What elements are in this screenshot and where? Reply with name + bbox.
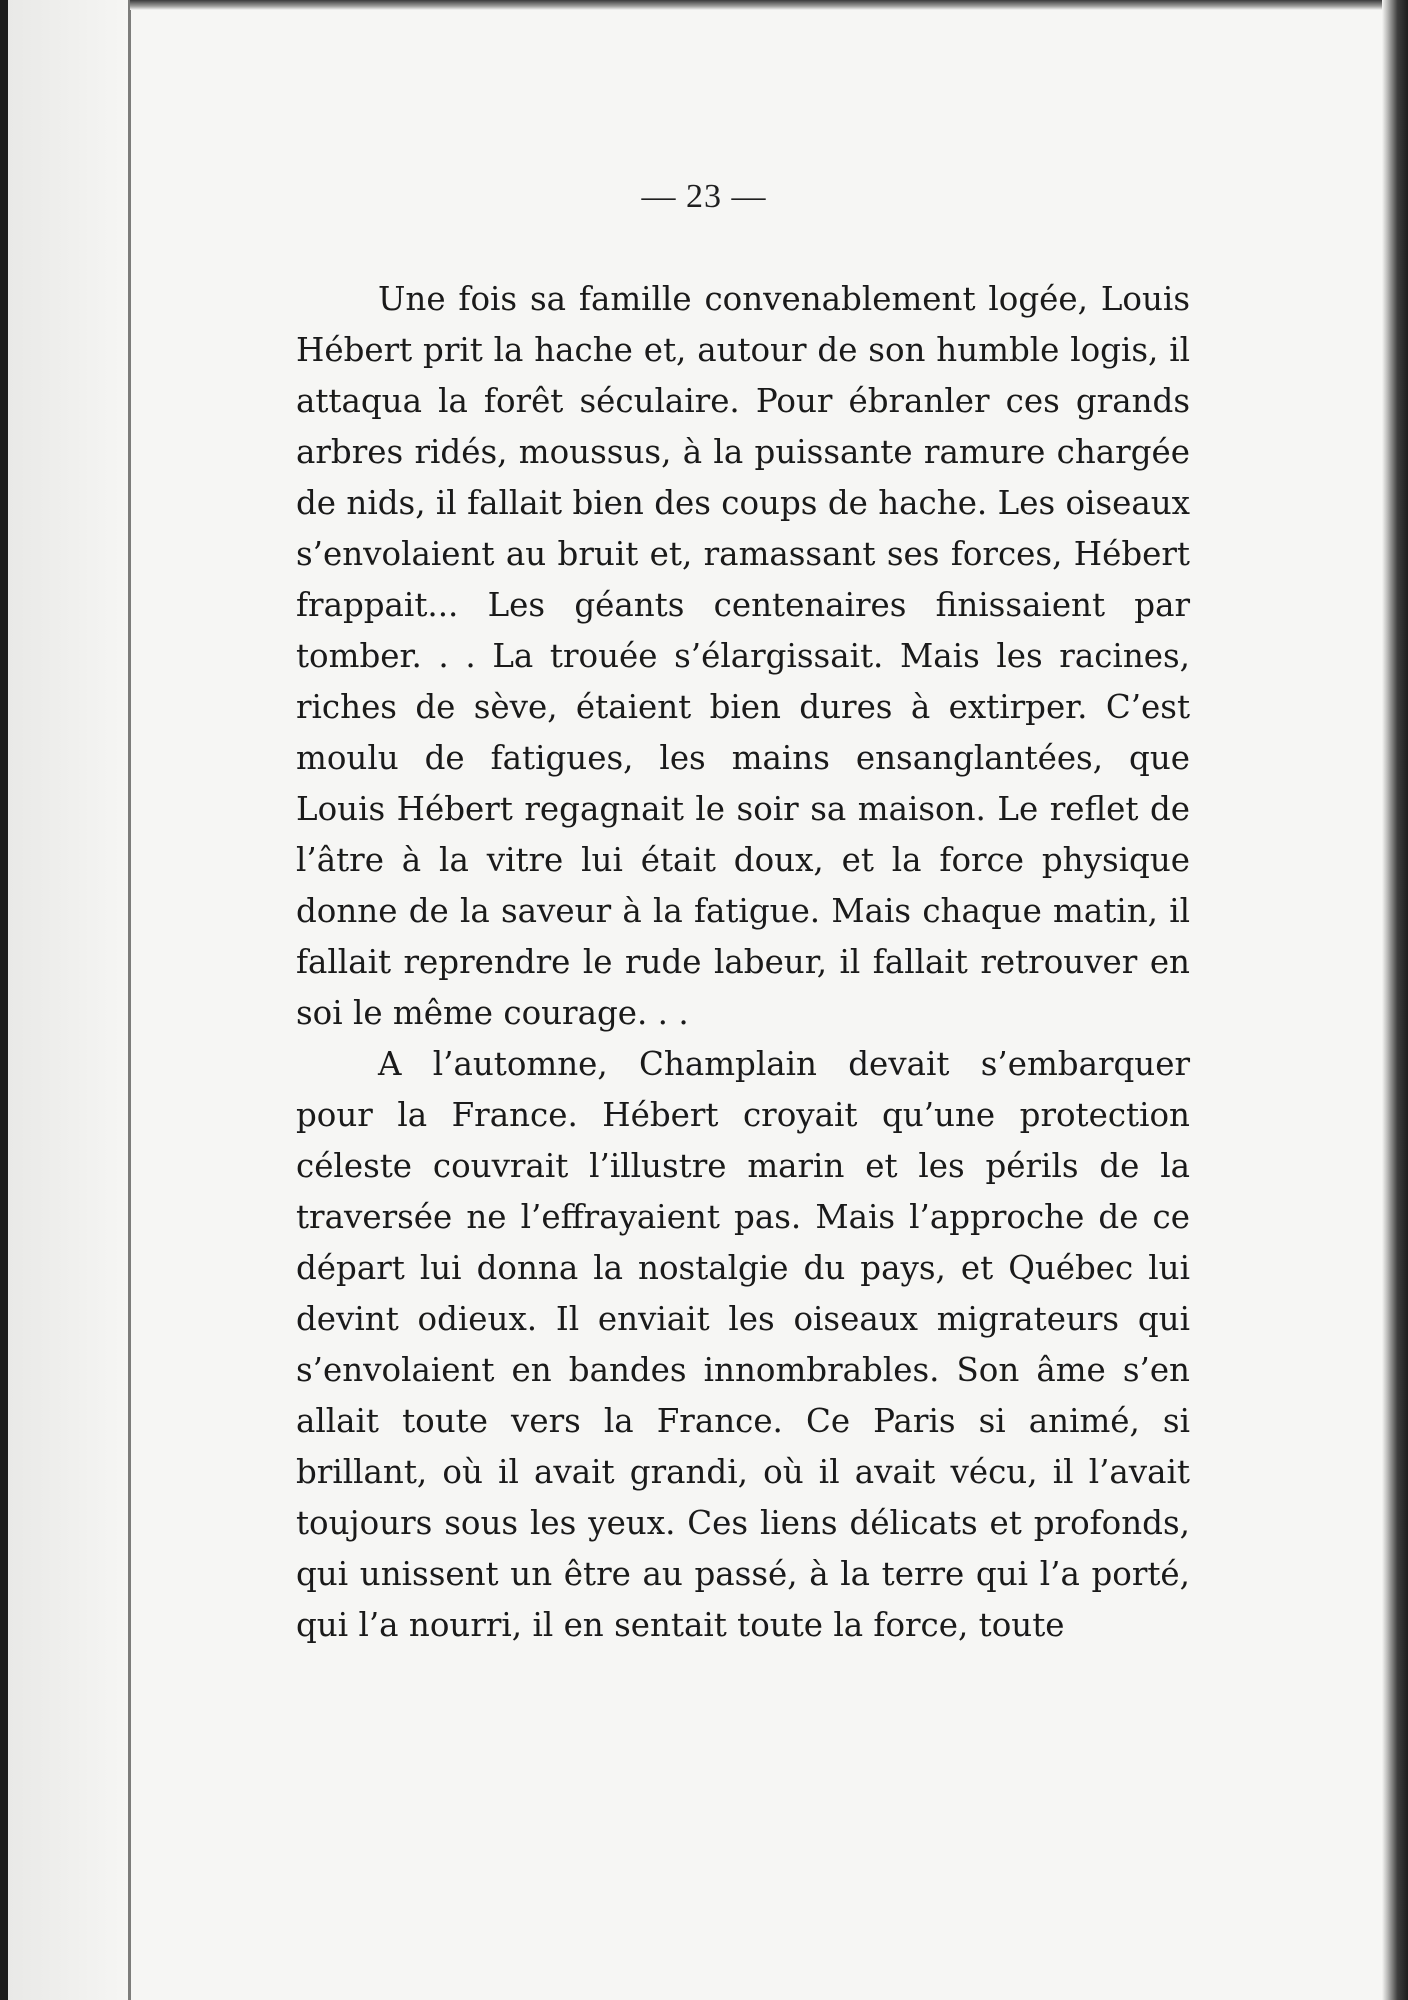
scan-edge-right xyxy=(1382,0,1408,2000)
scan-edge-top xyxy=(130,0,1408,10)
scan-edge-left xyxy=(0,0,8,2000)
paragraph-1: Une fois sa famille convenablement logée, Louis Hébert prit la hache et, autour de son humble logis, il attaqua la forêt séculaire. Pour ébranler ces grands arbres ridés, moussus, à la puissante ramure chargée de nids, il fallait bien des coups de hache. Les oiseaux s’envolaient au bruit et, ramassant ses forces, Hébert frappait... Les géants centenaires finissaient par tomber. . . La trouée s’élargissait. Mais les racines, riches de sève, étaient bien dures à extirper. C’est moulu de fatigues, les mains ensanglantées, que Louis Hébert regagnait le soir sa maison. Le reflet de l’âtre à la vitre lui était doux, et la force physique donne de la saveur à la fatigue. Mais chaque matin, il fallait reprendre le rude labeur, il fallait retrouver en soi le même courage. . . xyxy=(296,280,1190,1032)
paragraph-2: A l’automne, Champlain devait s’embarquer pour la France. Hébert croyait qu’une protection céleste couvrait l’illustre marin et les périls de la traversée ne l’effrayaient pas. Mais l’approche de ce départ lui donna la nostalgie du pays, et Québec lui devint odieux. Il enviait les oiseaux migrateurs qui s’envolaient en bandes innombrables. Son âme s’en allait toute vers la France. Ce Paris si animé, si brillant, où il avait grandi, où il avait vécu, il l’avait toujours sous les yeux. Ces liens délicats et profonds, qui unissent un être au passé, à la terre qui l’a porté, qui l’a nourri, il en sentait toute la force, toute xyxy=(296,1045,1190,1644)
binding-line xyxy=(128,0,131,2000)
body-text xyxy=(296,274,1190,1651)
binding-gutter xyxy=(8,0,130,2000)
page-number-header: — 23 — xyxy=(641,178,767,215)
